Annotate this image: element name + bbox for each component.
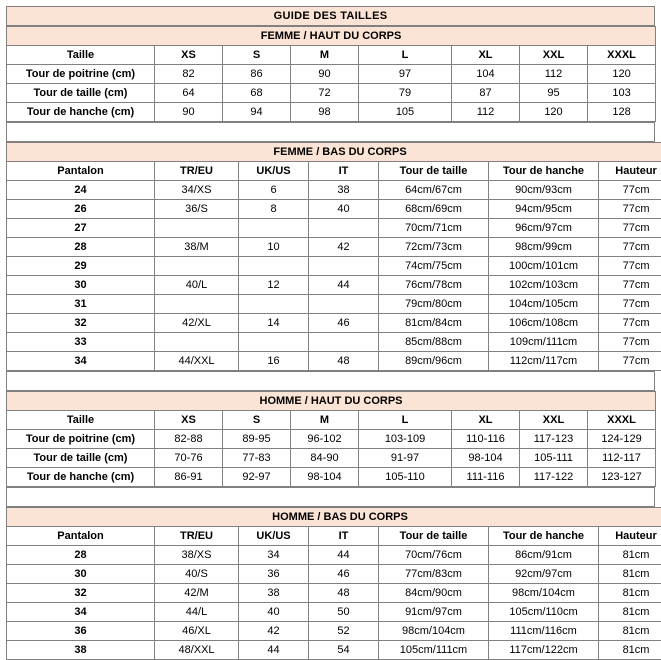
section-title: FEMME / BAS DU CORPS	[7, 143, 661, 162]
table-cell: 70cm/76cm	[379, 546, 489, 565]
column-header: XXXL	[588, 46, 656, 65]
table-cell: 98	[291, 103, 359, 122]
table-cell: 82-88	[155, 430, 223, 449]
table-cell: 77cm	[599, 257, 661, 276]
row-label: 29	[7, 257, 155, 276]
table-cell: 90	[155, 103, 223, 122]
table-cell: 77cm	[599, 333, 661, 352]
table-cell: 86	[223, 65, 291, 84]
table-cell: 40/L	[155, 276, 239, 295]
table-cell: 42	[309, 238, 379, 257]
spacer-1	[6, 122, 655, 142]
table-cell: 106cm/108cm	[489, 314, 599, 333]
section-title: HOMME / BAS DU CORPS	[7, 508, 661, 527]
table-cell: 10	[239, 238, 309, 257]
table-cell: 44/XXL	[155, 352, 239, 371]
table-homme-bas-du-corps	[6, 507, 661, 660]
row-label: 31	[7, 295, 155, 314]
table-cell: 64	[155, 84, 223, 103]
column-header: XS	[155, 411, 223, 430]
table-homme-haut-du-corps	[6, 391, 656, 487]
table-cell: 81cm	[599, 641, 661, 660]
table-cell: 112	[452, 103, 520, 122]
table-row	[7, 546, 661, 565]
table-cell: 89cm/96cm	[379, 352, 489, 371]
table-row	[7, 565, 661, 584]
table-row	[7, 430, 656, 449]
table-cell: 81cm	[599, 622, 661, 641]
table-cell: 112cm/117cm	[489, 352, 599, 371]
table-cell: 44	[309, 276, 379, 295]
section-title: HOMME / HAUT DU CORPS	[7, 392, 656, 411]
table-cell: 123-127	[588, 468, 656, 487]
table-cell: 77cm	[599, 200, 661, 219]
row-label: 28	[7, 238, 155, 257]
table-cell: 100cm/101cm	[489, 257, 599, 276]
table-cell: 81cm	[599, 603, 661, 622]
column-header: Taille	[7, 411, 155, 430]
column-header: Tour de hanche	[489, 527, 599, 546]
row-label: 33	[7, 333, 155, 352]
table-cell	[239, 295, 309, 314]
table-cell: 72cm/73cm	[379, 238, 489, 257]
table-cell: 98-104	[291, 468, 359, 487]
title-table	[6, 6, 655, 26]
column-header: XS	[155, 46, 223, 65]
homme-haut-body	[7, 392, 656, 487]
column-header: Taille	[7, 46, 155, 65]
table-cell: 85cm/88cm	[379, 333, 489, 352]
row-label: 26	[7, 200, 155, 219]
column-header: XL	[452, 46, 520, 65]
table-cell: 87	[452, 84, 520, 103]
row-label: 32	[7, 314, 155, 333]
table-cell: 124-129	[588, 430, 656, 449]
table-cell: 36/S	[155, 200, 239, 219]
column-header: Hauteur	[599, 527, 661, 546]
table-cell	[155, 295, 239, 314]
table-cell: 38/XS	[155, 546, 239, 565]
table-cell: 103-109	[359, 430, 452, 449]
row-label: 27	[7, 219, 155, 238]
table-cell: 14	[239, 314, 309, 333]
row-label: 28	[7, 546, 155, 565]
row-label: 30	[7, 276, 155, 295]
column-header: Tour de taille	[379, 162, 489, 181]
table-row	[7, 333, 661, 352]
column-header: L	[359, 411, 452, 430]
table-row	[7, 65, 656, 84]
row-label: 34	[7, 352, 155, 371]
table-cell: 111-116	[452, 468, 520, 487]
spacer-cell	[7, 123, 655, 142]
table-cell: 77cm	[599, 352, 661, 371]
table-cell: 109cm/111cm	[489, 333, 599, 352]
table-cell: 117cm/122cm	[489, 641, 599, 660]
row-label: 30	[7, 565, 155, 584]
table-cell: 84-90	[291, 449, 359, 468]
table-cell: 48/XXL	[155, 641, 239, 660]
table-cell: 81cm	[599, 546, 661, 565]
table-cell	[309, 295, 379, 314]
table-cell: 36	[239, 565, 309, 584]
table-cell: 103	[588, 84, 656, 103]
table-cell: 42	[239, 622, 309, 641]
table-row	[7, 276, 661, 295]
table-cell: 112-117	[588, 449, 656, 468]
table-cell: 110-116	[452, 430, 520, 449]
column-header: S	[223, 46, 291, 65]
table-cell: 98-104	[452, 449, 520, 468]
table-cell	[309, 219, 379, 238]
table-cell: 117-123	[520, 430, 588, 449]
table-row	[7, 295, 661, 314]
table-cell: 38	[309, 181, 379, 200]
table-cell: 77cm	[599, 238, 661, 257]
column-header: XXL	[520, 411, 588, 430]
page-title: GUIDE DES TAILLES	[7, 7, 655, 26]
table-cell: 76cm/78cm	[379, 276, 489, 295]
table-cell: 44/L	[155, 603, 239, 622]
row-label: Tour de taille (cm)	[7, 84, 155, 103]
column-header: UK/US	[239, 527, 309, 546]
table-cell: 44	[309, 546, 379, 565]
table-cell: 8	[239, 200, 309, 219]
column-header: XL	[452, 411, 520, 430]
table-row	[7, 314, 661, 333]
table-cell: 105cm/111cm	[379, 641, 489, 660]
table-row	[7, 257, 661, 276]
table-cell: 112	[520, 65, 588, 84]
table-cell: 94	[223, 103, 291, 122]
table-cell: 77cm/83cm	[379, 565, 489, 584]
table-cell: 77cm	[599, 276, 661, 295]
table-cell: 72	[291, 84, 359, 103]
table-cell: 111cm/116cm	[489, 622, 599, 641]
table-cell: 105-111	[520, 449, 588, 468]
table-cell: 104	[452, 65, 520, 84]
table-row	[7, 219, 661, 238]
homme-bas-body	[7, 508, 661, 660]
column-header: TR/EU	[155, 527, 239, 546]
table-cell	[309, 333, 379, 352]
table-femme-haut-du-corps	[6, 26, 656, 122]
table-cell: 96-102	[291, 430, 359, 449]
table-cell: 96cm/97cm	[489, 219, 599, 238]
table-cell: 54	[309, 641, 379, 660]
table-cell: 34/XS	[155, 181, 239, 200]
table-cell: 94cm/95cm	[489, 200, 599, 219]
table-cell: 16	[239, 352, 309, 371]
column-header: M	[291, 411, 359, 430]
spacer-cell	[7, 372, 655, 391]
table-cell: 86-91	[155, 468, 223, 487]
table-cell: 46	[309, 314, 379, 333]
column-header: S	[223, 411, 291, 430]
table-cell: 92cm/97cm	[489, 565, 599, 584]
table-cell: 42/XL	[155, 314, 239, 333]
table-cell: 44	[239, 641, 309, 660]
section-title-row	[7, 392, 656, 411]
table-cell: 81cm	[599, 584, 661, 603]
table-cell: 68cm/69cm	[379, 200, 489, 219]
table-cell: 70-76	[155, 449, 223, 468]
table-cell: 91-97	[359, 449, 452, 468]
document-title-row	[7, 7, 655, 26]
table-cell: 98cm/99cm	[489, 238, 599, 257]
column-header: IT	[309, 527, 379, 546]
column-header: M	[291, 46, 359, 65]
table-cell: 105	[359, 103, 452, 122]
table-row	[7, 603, 661, 622]
table-cell: 40	[239, 603, 309, 622]
table-cell: 46/XL	[155, 622, 239, 641]
row-label: Tour de poitrine (cm)	[7, 65, 155, 84]
table-cell: 52	[309, 622, 379, 641]
table-cell: 90	[291, 65, 359, 84]
table-cell: 74cm/75cm	[379, 257, 489, 276]
table-header-row	[7, 527, 661, 546]
table-header-row	[7, 46, 656, 65]
column-header: XXL	[520, 46, 588, 65]
table-cell: 102cm/103cm	[489, 276, 599, 295]
table-cell: 77cm	[599, 295, 661, 314]
table-cell	[239, 333, 309, 352]
table-cell: 40	[309, 200, 379, 219]
row-label: Tour de hanche (cm)	[7, 468, 155, 487]
table-cell: 92-97	[223, 468, 291, 487]
table-row	[7, 641, 661, 660]
table-cell: 105cm/110cm	[489, 603, 599, 622]
table-row	[7, 352, 661, 371]
section-title-row	[7, 143, 661, 162]
table-cell: 120	[588, 65, 656, 84]
column-header: UK/US	[239, 162, 309, 181]
row-label: Tour de poitrine (cm)	[7, 430, 155, 449]
column-header: TR/EU	[155, 162, 239, 181]
table-cell: 48	[309, 584, 379, 603]
table-row	[7, 238, 661, 257]
table-cell: 77cm	[599, 181, 661, 200]
table-cell: 70cm/71cm	[379, 219, 489, 238]
column-header: Pantalon	[7, 162, 155, 181]
table-cell: 42/M	[155, 584, 239, 603]
table-cell: 38	[239, 584, 309, 603]
spacer-2	[6, 371, 655, 391]
table-cell: 91cm/97cm	[379, 603, 489, 622]
table-cell: 79	[359, 84, 452, 103]
table-row	[7, 468, 656, 487]
table-cell: 84cm/90cm	[379, 584, 489, 603]
table-header-row	[7, 411, 656, 430]
section-title-row	[7, 27, 656, 46]
table-row	[7, 584, 661, 603]
table-cell: 12	[239, 276, 309, 295]
row-label: Tour de hanche (cm)	[7, 103, 155, 122]
row-label: 32	[7, 584, 155, 603]
table-cell: 64cm/67cm	[379, 181, 489, 200]
table-row	[7, 84, 656, 103]
table-cell: 128	[588, 103, 656, 122]
table-cell: 117-122	[520, 468, 588, 487]
table-cell: 120	[520, 103, 588, 122]
table-row	[7, 622, 661, 641]
table-cell: 97	[359, 65, 452, 84]
table-cell: 77cm	[599, 314, 661, 333]
section-title-row	[7, 508, 661, 527]
table-header-row	[7, 162, 661, 181]
table-cell: 77cm	[599, 219, 661, 238]
table-cell	[155, 257, 239, 276]
row-label: Tour de taille (cm)	[7, 449, 155, 468]
table-row	[7, 200, 661, 219]
table-cell	[309, 257, 379, 276]
table-cell: 82	[155, 65, 223, 84]
table-cell: 98cm/104cm	[379, 622, 489, 641]
table-cell: 104cm/105cm	[489, 295, 599, 314]
table-cell: 86cm/91cm	[489, 546, 599, 565]
table-cell: 89-95	[223, 430, 291, 449]
column-header: Pantalon	[7, 527, 155, 546]
table-cell: 34	[239, 546, 309, 565]
column-header: IT	[309, 162, 379, 181]
table-cell: 105-110	[359, 468, 452, 487]
section-title: FEMME / HAUT DU CORPS	[7, 27, 656, 46]
row-label: 36	[7, 622, 155, 641]
table-row	[7, 181, 661, 200]
row-label: 24	[7, 181, 155, 200]
table-cell	[239, 257, 309, 276]
table-cell: 46	[309, 565, 379, 584]
row-label: 34	[7, 603, 155, 622]
table-cell	[155, 333, 239, 352]
table-row	[7, 449, 656, 468]
table-cell: 79cm/80cm	[379, 295, 489, 314]
table-cell: 38/M	[155, 238, 239, 257]
table-row	[7, 103, 656, 122]
table-cell: 98cm/104cm	[489, 584, 599, 603]
table-cell: 77-83	[223, 449, 291, 468]
column-header: Hauteur	[599, 162, 661, 181]
spacer-cell	[7, 488, 655, 507]
table-cell: 48	[309, 352, 379, 371]
table-cell: 6	[239, 181, 309, 200]
column-header: Tour de hanche	[489, 162, 599, 181]
table-cell: 81cm/84cm	[379, 314, 489, 333]
column-header: XXXL	[588, 411, 656, 430]
table-cell: 68	[223, 84, 291, 103]
table-cell: 40/S	[155, 565, 239, 584]
table-cell: 90cm/93cm	[489, 181, 599, 200]
table-cell: 50	[309, 603, 379, 622]
column-header: Tour de taille	[379, 527, 489, 546]
femme-bas-body	[7, 143, 661, 371]
table-cell	[239, 219, 309, 238]
femme-haut-body	[7, 27, 656, 122]
spacer-3	[6, 487, 655, 507]
column-header: L	[359, 46, 452, 65]
table-femme-bas-du-corps	[6, 142, 661, 371]
table-cell: 95	[520, 84, 588, 103]
table-cell	[155, 219, 239, 238]
row-label: 38	[7, 641, 155, 660]
table-cell: 81cm	[599, 565, 661, 584]
